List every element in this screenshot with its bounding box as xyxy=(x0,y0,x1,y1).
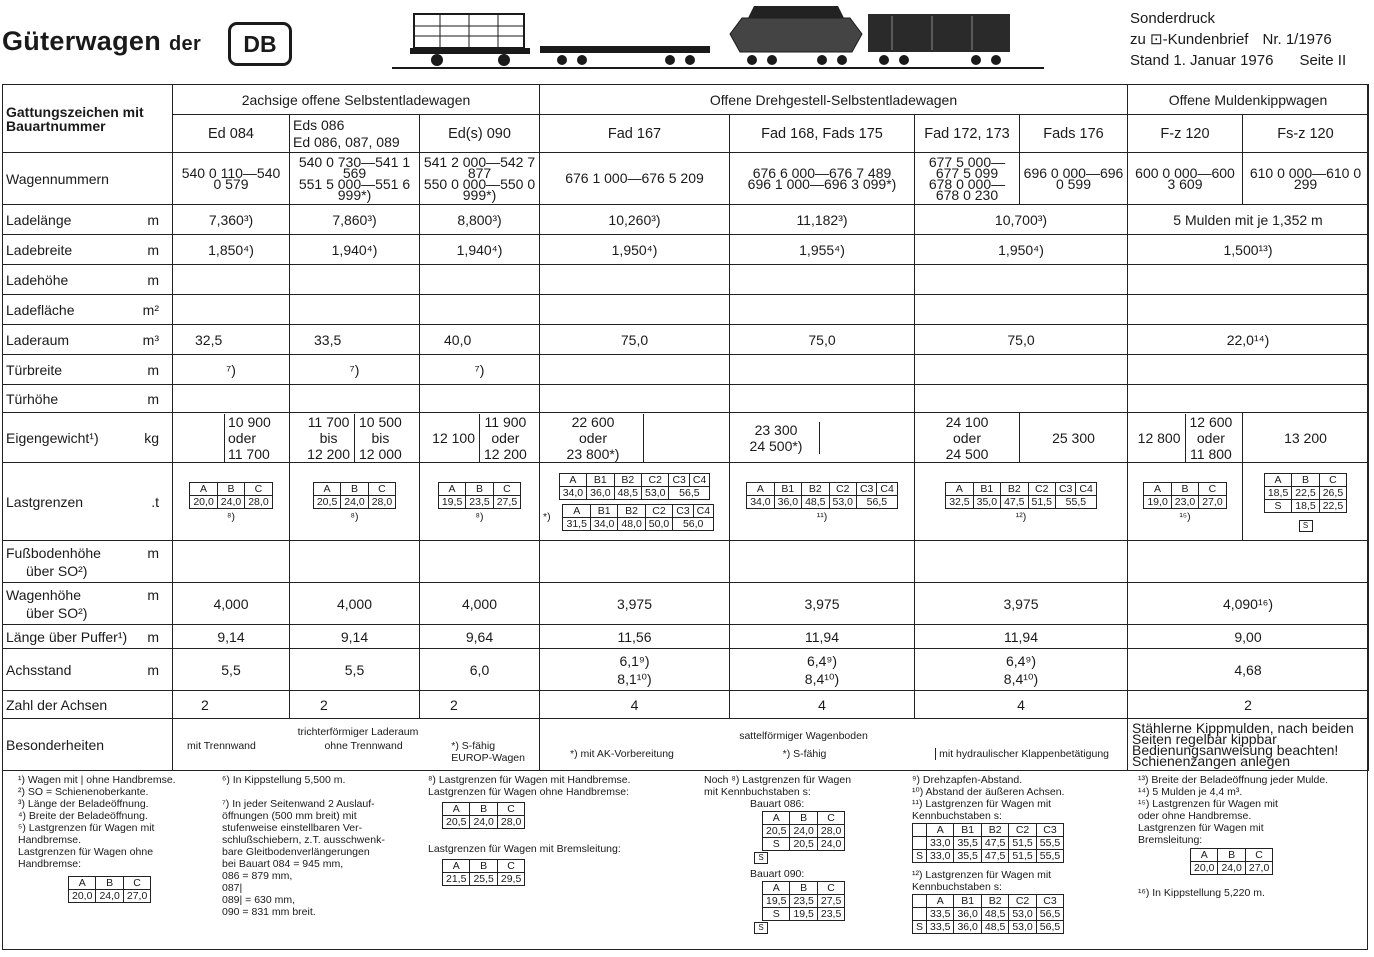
ladelaenge-fad167: 10,260³) xyxy=(540,205,730,235)
lastgrenzen-cell: 23,5 xyxy=(466,496,493,509)
achsstand-eds090: 6,0 xyxy=(420,649,540,691)
footnotes-col4: Noch ⁸) Lastgrenzen für Wagen mit Kennbuchstaben s: Bauart 086: A B C 20,5 24,0 28,0 S 20,5 24,0 S Bauart 090: A B C 19,5 23,5 27,5 S 19,5 23,5 S xyxy=(704,774,852,932)
type-eds086: Eds 086 Ed 086, 087, 089 xyxy=(290,115,420,153)
lastgrenzen-cell: 24,0 xyxy=(217,496,244,509)
besonderheiten-2achsig: trichterförmiger Laderaum mit Trennwand ohne Trennwand *) S-fähig EUROP-Wagen xyxy=(173,719,540,771)
lastgrenzen-cell: 20,5 xyxy=(763,825,790,838)
row-label-tuerhoehe: Türhöhe m xyxy=(3,385,173,413)
lastgrenzen-cell: B xyxy=(790,882,817,895)
achsstand-fad167: 6,1⁹) 8,1¹⁰) xyxy=(540,649,730,691)
lastgrenzen-cell: B xyxy=(466,483,493,496)
group-drehgestell: Offene Drehgestell-Selbstentladewagen xyxy=(540,85,1128,115)
lastgrenzen-cell: B2 xyxy=(981,824,1008,837)
lastgrenzen-eds090: A B C 19,5 23,5 27,5 ⁸) xyxy=(420,463,540,541)
lastgrenzen-cell: 31,5 xyxy=(563,517,590,530)
lastgrenzen-cell: C3 xyxy=(1036,824,1063,837)
row-label-ladelaenge: Ladelänge m xyxy=(3,205,173,235)
lastgrenzen-cell: 53,0 xyxy=(829,496,856,509)
lastgrenzen-cell: 23,5 xyxy=(790,895,817,908)
lastgrenzen-table xyxy=(438,482,521,509)
footnote-table xyxy=(912,823,1064,863)
lastgrenzen-eds086: A B C 20,5 24,0 28,0 ⁸) xyxy=(290,463,420,541)
lastgrenzen-table xyxy=(945,482,1097,509)
achsstand-eds086: 5,5 xyxy=(290,649,420,691)
lastgrenzen-cell: A xyxy=(1191,849,1218,862)
lastgrenzen-cell: A xyxy=(559,473,586,486)
lastgrenzen-table xyxy=(1143,482,1226,509)
lastgrenzen-cell: 27,0 xyxy=(1245,862,1272,875)
lastgrenzen-cell: 53,0 xyxy=(642,486,669,499)
lastgrenzen-cell: C xyxy=(817,812,844,825)
lastgrenzen-cell: B xyxy=(1292,474,1319,487)
ladelaenge-eds086: 7,860³) xyxy=(290,205,420,235)
lastgrenzen-cell: B2 xyxy=(981,895,1008,908)
lastgrenzen-cell: 36,0 xyxy=(587,486,614,499)
type-eds090: Ed(s) 090 xyxy=(420,115,540,153)
lastgrenzen-cell: 24,0 xyxy=(341,496,368,509)
lastgrenzen-cell: C xyxy=(497,860,524,873)
achsen-eds090: 2 xyxy=(420,691,540,719)
lastgrenzen-cell: 36,0 xyxy=(774,496,801,509)
achsstand-ed084: 5,5 xyxy=(173,649,290,691)
wagennummer-fads176: 696 0 000—696 0 599 xyxy=(1020,153,1128,205)
row-label-ladeflaeche: Ladefläche m² xyxy=(3,295,173,325)
row-label-laderaum: Laderaum m³ xyxy=(3,325,173,355)
lastgrenzen-cell: 19,0 xyxy=(1144,496,1171,509)
lastgrenzen-cell: 33,0 xyxy=(927,850,954,863)
eigengewicht-eds086: 11 700 bis 12 200 10 500 bis 12 000 xyxy=(290,413,420,463)
footnotes-col3: ⁸) Lastgrenzen für Wagen mit Handbremse. Lastgrenzen für Wagen ohne Handbremse: A B C 20,5 24,0 28,0 Lastgrenzen für Wagen mit Bremsleitung: A B C 21,5 25,5 29,5 xyxy=(428,774,631,885)
lastgrenzen-cell: C xyxy=(1199,483,1226,496)
lastgrenzen-cell: C xyxy=(493,483,520,496)
ladebreite-fad167: 1,950⁴) xyxy=(540,235,730,265)
lastgrenzen-cell: C2 xyxy=(1009,895,1036,908)
tuerbreite-ed084: ⁷) xyxy=(173,355,290,385)
lastgrenzen-cell: 55,5 xyxy=(1036,850,1063,863)
wagennummer-fad172: 677 5 000—677 5 099 678 0 000—678 0 230 xyxy=(915,153,1020,205)
wagennummer-fad168: 676 6 000—676 7 489 696 1 000—696 3 099*) xyxy=(730,153,915,205)
lastgrenzen-cell: C4 xyxy=(693,504,713,517)
wagenhoehe-fad172: 3,975 xyxy=(915,583,1128,625)
lastgrenzen-cell: 20,5 xyxy=(313,496,340,509)
wagennummer-fad167: 676 1 000—676 5 209 xyxy=(540,153,730,205)
laenge-ed084: 9,14 xyxy=(173,625,290,649)
lastgrenzen-cell: 28,0 xyxy=(497,816,524,829)
lastgrenzen-fsz120 xyxy=(1243,463,1369,541)
laderaum-mulden: 22,0¹⁴) xyxy=(1128,325,1369,355)
lastgrenzen-cell: A xyxy=(747,483,774,496)
lastgrenzen-cell: B1 xyxy=(954,895,981,908)
s-marker: S xyxy=(754,852,768,864)
lastgrenzen-cell: 47,5 xyxy=(1001,496,1028,509)
row-label-wagenhoehe: Wagenhöhe m über SO²) xyxy=(3,583,173,625)
lastgrenzen-cell: 47,5 xyxy=(981,850,1008,863)
footnote-table xyxy=(442,859,525,886)
lastgrenzen-cell: 48,5 xyxy=(981,908,1008,921)
ladebreite-mulden: 1,500¹³) xyxy=(1128,235,1369,265)
wagon-illustration xyxy=(392,4,1044,70)
type-fz120: F-z 120 xyxy=(1128,115,1243,153)
lastgrenzen-cell: A xyxy=(443,860,470,873)
footnote-table xyxy=(442,802,525,829)
type-fad172: Fad 172, 173 xyxy=(915,115,1020,153)
lastgrenzen-cell: C3 xyxy=(669,473,689,486)
lastgrenzen-table xyxy=(1264,473,1347,513)
achsen-fad168: 4 xyxy=(730,691,915,719)
lastgrenzen-cell: B1 xyxy=(774,483,801,496)
lastgrenzen-cell: 18,5 xyxy=(1292,500,1319,513)
lastgrenzen-cell: C2 xyxy=(1028,483,1055,496)
group-2achsige: 2achsige offene Selbstentladewagen xyxy=(173,85,540,115)
wagenhoehe-ed084: 4,000 xyxy=(173,583,290,625)
lastgrenzen-cell: 56,5 xyxy=(1036,908,1063,921)
lastgrenzen-cell: 33,5 xyxy=(927,921,954,934)
lastgrenzen-cell: A xyxy=(563,504,590,517)
lastgrenzen-cell: 51,5 xyxy=(1009,850,1036,863)
lastgrenzen-cell: 55,5 xyxy=(1036,837,1063,850)
lastgrenzen-cell: 20,5 xyxy=(443,816,470,829)
lastgrenzen-cell: 24,0 xyxy=(470,816,497,829)
lastgrenzen-cell: B1 xyxy=(954,824,981,837)
lastgrenzen-cell: S xyxy=(763,908,790,921)
lastgrenzen-cell: 35,5 xyxy=(954,837,981,850)
type-fads176: Fads 176 xyxy=(1020,115,1128,153)
lastgrenzen-cell: 20,5 xyxy=(790,838,817,851)
lastgrenzen-cell: S xyxy=(913,921,927,934)
lastgrenzen-cell: 32,5 xyxy=(946,496,973,509)
lastgrenzen-cell: 56,5 xyxy=(856,496,897,509)
lastgrenzen-cell: 51,5 xyxy=(1009,837,1036,850)
lastgrenzen-cell: 20,0 xyxy=(69,890,96,903)
footnotes-col5: ⁹) Drehzapfen-Abstand. ¹⁰) Abstand der äußeren Achsen. ¹¹) Lastgrenzen für Wagen mit Kennbuchstaben s: A B1 B2 C2 C3 33,0 35,5 47,5 51,5 55,5 S 33,0 35,5 47,5 51,5 55,5 ¹²) Lastgrenzen für Wagen mit Kennbuchstaben s: A B1 B2 C2 C3 33,5 36,0 48,5 53,0 56,5 S 33,5 36,0 48,5 53,0 56,5 xyxy=(912,774,1065,933)
lastgrenzen-cell: C2 xyxy=(1009,824,1036,837)
lastgrenzen-cell: 48,5 xyxy=(614,486,641,499)
achsstand-fad172: 6,4⁹) 8,4¹⁰) xyxy=(915,649,1128,691)
lastgrenzen-cell: B2 xyxy=(1001,483,1028,496)
lastgrenzen-cell: 48,5 xyxy=(981,921,1008,934)
lastgrenzen-cell: 24,0 xyxy=(96,890,123,903)
wagennummer-eds090: 541 2 000—542 7 877 550 0 000—550 0 999*) xyxy=(420,153,540,205)
lastgrenzen-cell: A xyxy=(69,877,96,890)
row-label-ladebreite: Ladebreite m xyxy=(3,235,173,265)
wagenhoehe-mulden: 4,090¹⁶) xyxy=(1128,583,1369,625)
lastgrenzen-cell: C3 xyxy=(856,483,876,496)
lastgrenzen-cell: B1 xyxy=(590,504,617,517)
header-info: Sonderdruck zu ⊡-Kundenbrief Nr. 1/1976 Stand 1. Januar 1976 Seite II xyxy=(1130,10,1347,69)
lastgrenzen-table xyxy=(746,482,898,509)
lastgrenzen-cell: A xyxy=(1144,483,1171,496)
lastgrenzen-cell: 24,0 xyxy=(1218,862,1245,875)
footnotes-col1: ¹) Wagen mit | ohne Handbremse. ²) SO = Schienenoberkante. ³) Länge der Beladeöffnung. ⁴) Breite der Beladeöffnung. ⁵) Lastgrenzen für Wagen mit Handbremse. Lastgrenzen für Wagen ohne Handbremse: A B C 20,0 24,0 27,0 xyxy=(18,774,176,902)
footnote-table xyxy=(762,811,845,851)
lastgrenzen-cell: C3 xyxy=(673,504,693,517)
footnotes-col2: ⁶) In Kippstellung 5,500 m. ⁷) In jeder Seitenwand 2 Auslauf- öffnungen (500 mm breit) mit stufenweise einstellbaren Ver- schlußschiebern, z.T. ausschwenk- bare Gleitbodenverlängerungen bei Bauart 084 = 945 mm, 086 = 879 mm, 087| 089| = 630 mm, 090 = 831 mm breit. xyxy=(222,774,385,918)
lastgrenzen-cell: C xyxy=(368,483,395,496)
ladebreite-fad172: 1,950⁴) xyxy=(915,235,1128,265)
lastgrenzen-cell: B2 xyxy=(802,483,829,496)
lastgrenzen-cell: A xyxy=(443,803,470,816)
lastgrenzen-cell: B xyxy=(1171,483,1198,496)
lastgrenzen-cell: A xyxy=(313,483,340,496)
lastgrenzen-cell: A xyxy=(1264,474,1291,487)
lastgrenzen-cell: 24,0 xyxy=(817,838,844,851)
lastgrenzen-cell: A xyxy=(927,824,954,837)
eigengewicht-fz120: 12 800 12 600 oder 11 800 xyxy=(1128,413,1243,463)
lastgrenzen-cell: B1 xyxy=(587,473,614,486)
lastgrenzen-cell: 53,0 xyxy=(1009,908,1036,921)
lastgrenzen-fad167: A B1 B2 C2 C3 C4 34,0 36,0 48,5 53,0 56,5 *) A B1 B2 C2 C3 C4 31,5 34,0 48,0 50,0 56,0 xyxy=(540,463,730,541)
lastgrenzen-cell: A xyxy=(438,483,465,496)
row-label-laenge: Länge über Puffer¹) m xyxy=(3,625,173,649)
laenge-eds086: 9,14 xyxy=(290,625,420,649)
eigengewicht-eds090: 12 100 11 900 oder 12 200 xyxy=(420,413,540,463)
lastgrenzen-cell: 20,0 xyxy=(190,496,217,509)
row-label-eigengewicht: Eigengewicht¹) kg xyxy=(3,413,173,463)
lastgrenzen-cell: C4 xyxy=(1076,483,1096,496)
ladelaenge-fad168: 11,182³) xyxy=(730,205,915,235)
laderaum-fad168: 75,0 xyxy=(730,325,915,355)
ladebreite-ed084: 1,850⁴) xyxy=(173,235,290,265)
wagenhoehe-eds086: 4,000 xyxy=(290,583,420,625)
lastgrenzen-cell: 27,0 xyxy=(1199,496,1226,509)
row-label-achsen: Zahl der Achsen xyxy=(3,691,173,719)
eigengewicht-fads176: 25 300 xyxy=(1020,413,1128,463)
wagennummer-ed084: 540 0 110—540 0 579 xyxy=(173,153,290,205)
lastgrenzen-cell: 19,5 xyxy=(438,496,465,509)
row-label-tuerbreite: Türbreite m xyxy=(3,355,173,385)
lastgrenzen-cell: 19,5 xyxy=(763,895,790,908)
lastgrenzen-cell: 36,0 xyxy=(954,908,981,921)
lastgrenzen-cell: 25,5 xyxy=(470,873,497,886)
lastgrenzen-cell: A xyxy=(946,483,973,496)
row-label-lastgrenzen: Lastgrenzen .t xyxy=(3,463,173,541)
wagon-data-table xyxy=(2,84,1369,771)
footnote-table xyxy=(762,881,845,921)
lastgrenzen-cell: C xyxy=(123,877,150,890)
lastgrenzen-cell xyxy=(913,895,927,908)
eigengewicht-fad168: 23 300 24 500*) xyxy=(730,413,915,463)
wagenhoehe-fad168: 3,975 xyxy=(730,583,915,625)
ladebreite-eds090: 1,940⁴) xyxy=(420,235,540,265)
lastgrenzen-cell: 48,5 xyxy=(802,496,829,509)
lastgrenzen-cell: 29,5 xyxy=(497,873,524,886)
ladelaenge-eds090: 8,800³) xyxy=(420,205,540,235)
achsstand-fad168: 6,4⁹) 8,4¹⁰) xyxy=(730,649,915,691)
type-fad167: Fad 167 xyxy=(540,115,730,153)
lastgrenzen-cell: 56,5 xyxy=(669,486,710,499)
group-mulden: Offene Muldenkippwagen xyxy=(1128,85,1369,115)
lastgrenzen-cell: B xyxy=(1218,849,1245,862)
db-logo: DB xyxy=(228,22,292,66)
lastgrenzen-cell: C2 xyxy=(645,504,672,517)
laenge-fad167: 11,56 xyxy=(540,625,730,649)
gattung-label: Gattungszeichen mit Bauartnummer xyxy=(3,85,173,153)
row-label-besonderheiten: Besonderheiten xyxy=(3,719,173,771)
lastgrenzen-cell: B xyxy=(341,483,368,496)
lastgrenzen-table-star xyxy=(562,504,714,531)
lastgrenzen-cell: 51,5 xyxy=(1028,496,1055,509)
achsen-ed084: 2 xyxy=(173,691,290,719)
lastgrenzen-ed084: A B C 20,0 24,0 28,0 ⁸) xyxy=(173,463,290,541)
row-label-wagennummern: Wagennummern xyxy=(3,153,173,205)
lastgrenzen-cell: 28,0 xyxy=(245,496,272,509)
row-label-ladehoehe: Ladehöhe m xyxy=(3,265,173,295)
lastgrenzen-cell: 34,0 xyxy=(747,496,774,509)
lastgrenzen-cell: S xyxy=(1264,500,1291,513)
achsstand-mulden: 4,68 xyxy=(1128,649,1369,691)
lastgrenzen-cell: 23,5 xyxy=(817,908,844,921)
ladelaenge-mulden: 5 Mulden mit je 1,352 m xyxy=(1128,205,1369,235)
lastgrenzen-cell: C3 xyxy=(1055,483,1075,496)
tuerbreite-eds090: ⁷) xyxy=(420,355,540,385)
type-ed084: Ed 084 xyxy=(173,115,290,153)
lastgrenzen-cell: 23,0 xyxy=(1171,496,1198,509)
lastgrenzen-cell: 50,0 xyxy=(645,517,672,530)
lastgrenzen-fad172: A B1 B2 C2 C3 C4 32,5 35,0 47,5 51,5 55,5 ¹²) xyxy=(915,463,1128,541)
footnotes-col6: ¹³) Breite der Beladeöffnung jeder Mulde. ¹⁴) 5 Mulden je 4,4 m³. ¹⁵) Lastgrenzen für Wagen mit oder ohne Handbremse. Lastgrenzen für Wagen mit Bremsleitung: A B C 20,0 24,0 27,0 ¹⁶) In Kippstellung 5,220 m. xyxy=(1138,774,1329,899)
lastgrenzen-cell xyxy=(913,824,927,837)
achsen-eds086: 2 xyxy=(290,691,420,719)
lastgrenzen-cell: C xyxy=(1245,849,1272,862)
lastgrenzen-cell: B xyxy=(470,860,497,873)
lastgrenzen-cell: 34,0 xyxy=(590,517,617,530)
ladelaenge-ed084: 7,360³) xyxy=(173,205,290,235)
lastgrenzen-cell: C2 xyxy=(642,473,669,486)
achsen-mulden: 2 xyxy=(1128,691,1369,719)
lastgrenzen-cell: C4 xyxy=(877,483,897,496)
laderaum-ed084: 32,5 xyxy=(173,325,290,355)
wagenhoehe-fad167: 3,975 xyxy=(540,583,730,625)
footnote-table xyxy=(1190,848,1273,875)
achsen-fad172: 4 xyxy=(915,691,1128,719)
lastgrenzen-cell xyxy=(913,837,927,850)
s-marker: S xyxy=(754,922,768,934)
laderaum-fad167: 75,0 xyxy=(540,325,730,355)
wagennummer-eds086: 540 0 730—541 1 569 551 5 000—551 6 999*) xyxy=(290,153,420,205)
eigengewicht-fad172: 24 100 oder 24 500 xyxy=(915,413,1020,463)
achsen-fad167: 4 xyxy=(540,691,730,719)
lastgrenzen-cell: 33,5 xyxy=(927,908,954,921)
lastgrenzen-cell: B2 xyxy=(618,504,645,517)
lastgrenzen-cell: 22,5 xyxy=(1319,500,1346,513)
lastgrenzen-cell: B xyxy=(96,877,123,890)
lastgrenzen-cell: 21,5 xyxy=(443,873,470,886)
lastgrenzen-cell: B xyxy=(790,812,817,825)
lastgrenzen-table xyxy=(313,482,396,509)
type-fsz120: Fs-z 120 xyxy=(1243,115,1369,153)
lastgrenzen-cell: 33,0 xyxy=(927,837,954,850)
lastgrenzen-cell: 56,0 xyxy=(673,517,714,530)
lastgrenzen-cell: 56,5 xyxy=(1036,921,1063,934)
eigengewicht-fsz120: 13 200 xyxy=(1243,413,1369,463)
lastgrenzen-cell: A xyxy=(763,812,790,825)
lastgrenzen-table xyxy=(189,482,272,509)
lastgrenzen-cell: 26,5 xyxy=(1319,487,1346,500)
lastgrenzen-cell: C xyxy=(497,803,524,816)
lastgrenzen-cell: A xyxy=(763,882,790,895)
laenge-eds090: 9,64 xyxy=(420,625,540,649)
laderaum-fad172: 75,0 xyxy=(915,325,1128,355)
lastgrenzen-cell: A xyxy=(927,895,954,908)
lastgrenzen-cell: S xyxy=(913,850,927,863)
row-label-achsstand: Achsstand m xyxy=(3,649,173,691)
lastgrenzen-cell: B xyxy=(470,803,497,816)
wagennummer-fsz120: 610 0 000—610 0 299 xyxy=(1243,153,1369,205)
ladelaenge-fad172: 10,700³) xyxy=(915,205,1128,235)
lastgrenzen-cell: 34,0 xyxy=(559,486,586,499)
laderaum-eds086: 33,5 xyxy=(290,325,420,355)
lastgrenzen-cell: C3 xyxy=(1036,895,1063,908)
lastgrenzen-cell: 27,0 xyxy=(123,890,150,903)
lastgrenzen-cell: B xyxy=(217,483,244,496)
eigengewicht-ed084: 10 900 oder 11 700 xyxy=(173,413,290,463)
footnote-table xyxy=(68,876,151,903)
besonderheiten-drehgestell: sattelförmiger Wagenboden *) mit AK-Vorbereitung *) S-fähig mit hydraulischer Klappenbetätigung xyxy=(540,719,1128,771)
row-label-fussbodenhoehe: Fußbodenhöhe m über SO²) xyxy=(3,541,173,583)
lastgrenzen-cell: 53,0 xyxy=(1009,921,1036,934)
lastgrenzen-cell: 22,5 xyxy=(1292,487,1319,500)
lastgrenzen-cell: 27,5 xyxy=(493,496,520,509)
lastgrenzen-cell: 48,0 xyxy=(618,517,645,530)
lastgrenzen-cell: C2 xyxy=(829,483,856,496)
lastgrenzen-cell: A xyxy=(190,483,217,496)
lastgrenzen-cell: B2 xyxy=(614,473,641,486)
laenge-fad168: 11,94 xyxy=(730,625,915,649)
ladebreite-fad168: 1,955⁴) xyxy=(730,235,915,265)
besonderheiten-mulden: Stählerne Kippmulden, nach beiden Seiten regelbar kippbar Bedienungsanweisung beachten! Schienenzangen anlegen xyxy=(1128,719,1369,771)
lastgrenzen-fz120: A B C 19,0 23,0 27,0 ¹⁵) xyxy=(1128,463,1243,541)
footnote-table xyxy=(912,894,1064,934)
laenge-fad172: 11,94 xyxy=(915,625,1128,649)
lastgrenzen-cell: 24,0 xyxy=(790,825,817,838)
page-title: Güterwagen der xyxy=(2,26,202,56)
lastgrenzen-cell: C4 xyxy=(689,473,709,486)
laderaum-eds090: 40,0 xyxy=(420,325,540,355)
lastgrenzen-cell: 55,5 xyxy=(1055,496,1096,509)
lastgrenzen-cell: C xyxy=(1319,474,1346,487)
wagennummer-fz120: 600 0 000—600 3 609 xyxy=(1128,153,1243,205)
lastgrenzen-cell: 28,0 xyxy=(368,496,395,509)
lastgrenzen-cell: 19,5 xyxy=(790,908,817,921)
lastgrenzen-cell: 36,0 xyxy=(954,921,981,934)
lastgrenzen-cell: 20,0 xyxy=(1191,862,1218,875)
laenge-mulden: 9,00 xyxy=(1128,625,1369,649)
lastgrenzen-cell: B1 xyxy=(973,483,1000,496)
s-marker: S xyxy=(1299,520,1313,532)
lastgrenzen-cell xyxy=(913,908,927,921)
wagenhoehe-eds090: 4,000 xyxy=(420,583,540,625)
lastgrenzen-cell: 28,0 xyxy=(817,825,844,838)
lastgrenzen-cell: 27,5 xyxy=(817,895,844,908)
ladebreite-eds086: 1,940⁴) xyxy=(290,235,420,265)
lastgrenzen-cell: 47,5 xyxy=(981,837,1008,850)
type-fad168: Fad 168, Fads 175 xyxy=(730,115,915,153)
tuerbreite-eds086: ⁷) xyxy=(290,355,420,385)
lastgrenzen-cell: 18,5 xyxy=(1264,487,1291,500)
eigengewicht-fad167: 22 600 oder 23 800*) xyxy=(540,413,730,463)
lastgrenzen-cell: C xyxy=(817,882,844,895)
lastgrenzen-cell: S xyxy=(763,838,790,851)
lastgrenzen-cell: C xyxy=(245,483,272,496)
lastgrenzen-cell: 35,0 xyxy=(973,496,1000,509)
lastgrenzen-cell: 35,5 xyxy=(954,850,981,863)
lastgrenzen-fad168: A B1 B2 C2 C3 C4 34,0 36,0 48,5 53,0 56,5 ¹¹) xyxy=(730,463,915,541)
lastgrenzen-table xyxy=(559,473,711,500)
